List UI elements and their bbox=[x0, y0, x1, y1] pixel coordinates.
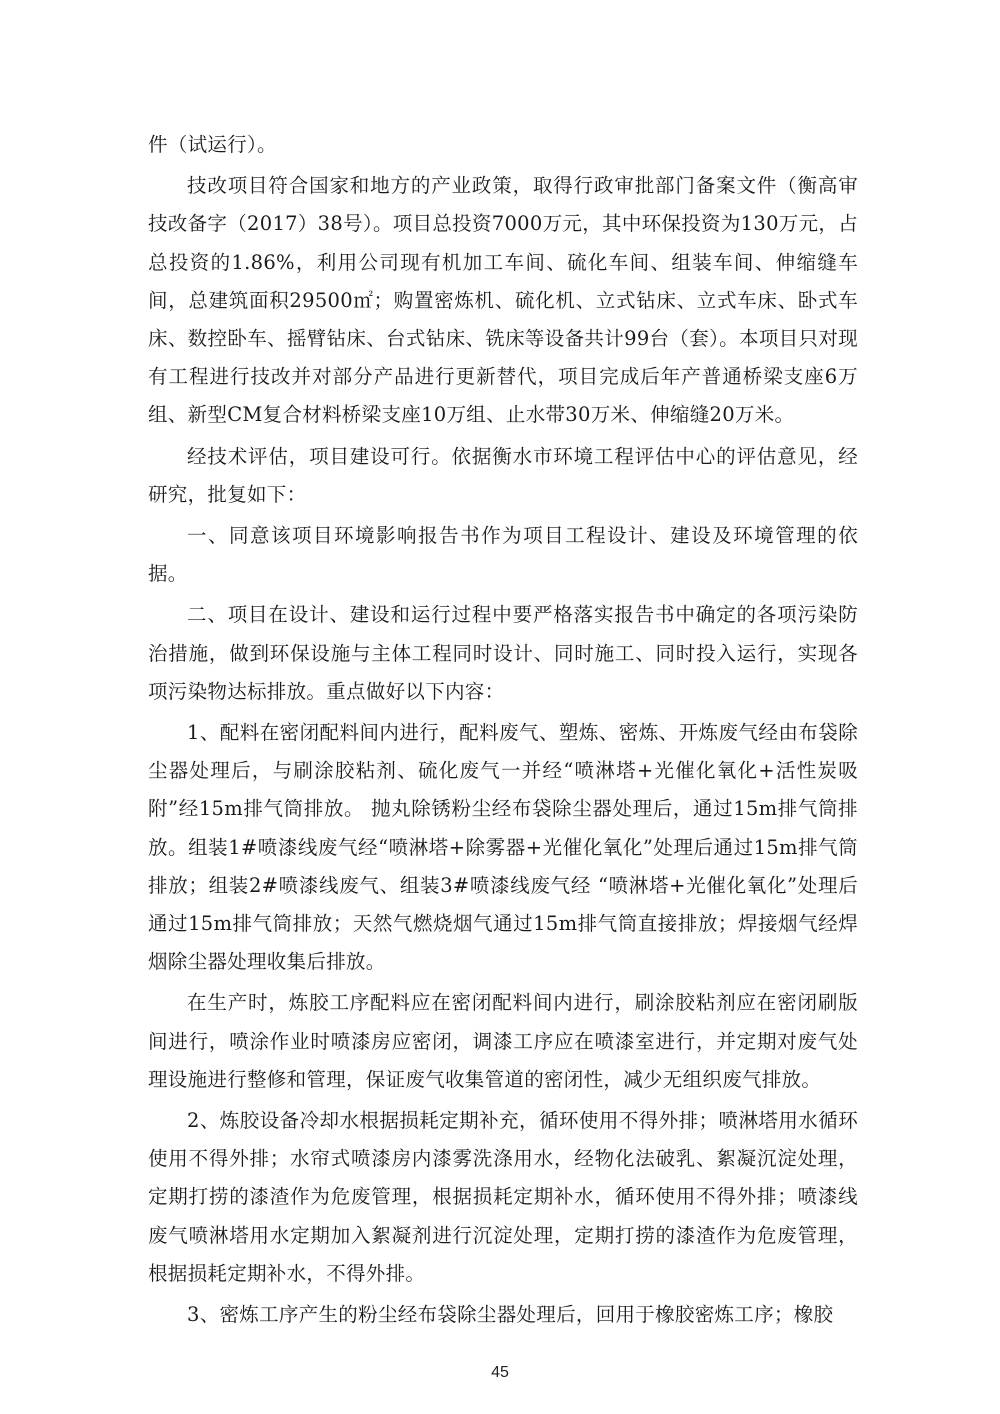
paragraph-project-overview: 技改项目符合国家和地方的产业政策，取得行政审批部门备案文件（衡高审技改备字（2017）38号）。项目总投资7000万元，其中环保投资为130万元，占总投资的1.86%，利用公司现有机加工车间、硫化车间、组装车间、伸缩缝车间，总建筑面积29500㎡；购置密炼机、硫化机、立式钻床、立式车床、卧式车床、数控卧车、摇臂钻床、台式钻床、铣床等设备共计99台（套）。本项目只对现有工程进行技改并对部分产品进行更新替代，项目完成后年产普通桥梁支座6万组、新型CM复合材料桥梁支座10万组、止水带30万米、伸缩缝20万米。 bbox=[148, 174, 858, 427]
paragraph-continuation: 件（试运行）。 bbox=[148, 133, 277, 156]
page-number: 45 bbox=[491, 1364, 509, 1381]
paragraph-item-two: 二、项目在设计、建设和运行过程中要严格落实报告书中确定的各项污染防治措施，做到环保设施与主体工程同时设计、同时施工、同时投入运行，实现各项污染物达标排放。重点做好以下内容： bbox=[148, 603, 858, 703]
paragraph-production: 在生产时，炼胶工序配料应在密闭配料间内进行，刷涂胶粘剂应在密闭刷版间进行，喷涂作业时喷漆房应密闭，调漆工序应在喷漆室进行，并定期对废气处理设施进行整修和管理，保证废气收集管道的密闭性，减少无组织废气排放。 bbox=[148, 991, 858, 1091]
paragraph-dust: 3、密炼工序产生的粉尘经布袋除尘器处理后，回用于橡胶密炼工序；橡胶 bbox=[187, 1303, 834, 1327]
paragraph-waste-gas: 1、配料在密闭配料间内进行，配料废气、塑炼、密炼、开炼废气经由布袋除尘器处理后，与刷涂胶粘剂、硫化废气一并经“喷淋塔+光催化氧化+活性炭吸附”经15m排气筒排放。 抛丸除锈粉尘经布袋除尘器处理后，通过15m排气筒排放。组装1#喷漆线废气经“喷淋塔+除雾器+光催化氧化”处理后通过15m排气筒排放；组装2#喷漆线废气、组装3#喷漆线废气经 “喷淋塔+光催化氧化”处理后通过15m排气筒排放；天然气燃烧烟气通过15m排气筒直接排放；焊接烟气经焊烟除尘器处理收集后排放。 bbox=[148, 721, 858, 974]
document-body bbox=[148, 126, 858, 1337]
paragraph-item-one: 一、同意该项目环境影响报告书作为项目工程设计、建设及环境管理的依据。 bbox=[148, 524, 858, 586]
paragraph-assessment: 经技术评估，项目建设可行。依据衡水市环境工程评估中心的评估意见，经研究，批复如下： bbox=[148, 444, 858, 506]
paragraph-water: 2、炼胶设备冷却水根据损耗定期补充，循环使用不得外排；喷淋塔用水循环使用不得外排；水帘式喷漆房内漆雾洗涤用水，经物化法破乳、絮凝沉淀处理，定期打捞的漆渣作为危废管理，根据损耗定期补水，循环使用不得外排；喷漆线废气喷淋塔用水定期加入絮凝剂进行沉淀处理，定期打捞的漆渣作为危废管理，根据损耗定期补水，不得外排。 bbox=[148, 1109, 858, 1285]
